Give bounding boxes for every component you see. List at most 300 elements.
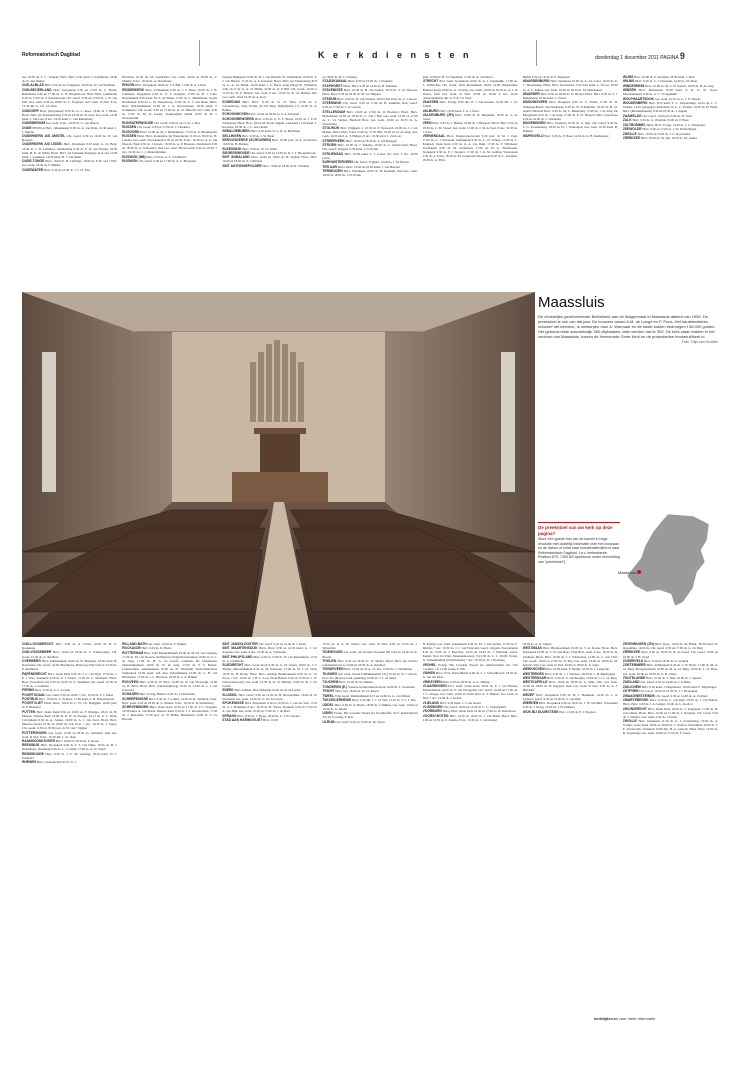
listing-entry	[623, 650, 718, 658]
location-marker-icon	[637, 570, 641, 574]
listing-entry	[623, 114, 718, 118]
service-times: Ger. Gem. 9.30 en 16.00, 7 dec. 19.30 ds. F. J. Mans	[46, 692, 114, 697]
place-name: SCHERPENISSE	[122, 696, 148, 701]
service-times: Herst. Herv. 9.30 en 14.00 ds. B. Reinders	[343, 83, 398, 88]
listing-entry	[623, 719, 718, 735]
place-name: ROCKANJE	[122, 646, 141, 651]
bottom-listing	[22, 642, 718, 1022]
service-times: Ger. Gem. (in Jacobus Freyseke 92) 9.30 en 14.30 ds. K. Boezie	[322, 650, 418, 659]
listing-entry	[322, 143, 417, 151]
listing-entry	[523, 646, 618, 666]
place-name: ZIJDERVELD	[622, 658, 644, 663]
place-name: VALKENBURG (ZH)	[422, 112, 454, 117]
listing-entry	[22, 710, 117, 730]
service-times: Herv. 10.00 en 19.00 ds. J. C. Noorlander	[637, 131, 691, 136]
listing-entry	[423, 642, 518, 662]
listing-entry	[22, 168, 117, 172]
place-name: PUTTEN	[22, 709, 36, 714]
place-name: SPIJKENISSE	[222, 701, 244, 705]
service-times: Herv. 10.00 ds. M. L. W. Karels, 19.00 ds. H. de Jong	[645, 83, 714, 88]
footer-link[interactable]: kerktijden.nl	[594, 1016, 618, 1021]
service-times: Herv. Cunerakerk 8.45 ds. G. J.	[36, 760, 77, 765]
place-name: WIJNS	[622, 75, 634, 79]
service-times: Herv. Evang. 8.30 dhr. D. J. van Keulen, 14.30 dhr. J. vd. Scheld	[422, 100, 518, 109]
place-name: UDDEL	[322, 702, 334, 707]
service-times: Herst. Herv. Oude Kerk 10.30 en 17.00 ds. B. Rouwhorst	[442, 709, 516, 714]
service-times: Herv. Bosuitkerk 18.30 kand. G. R. G. vd. Noort, Maranathakerk 9.30 ds. G. C. Vreugdenhil	[622, 88, 718, 97]
service-times: Chr. Geref. 10.00 en 16.30 ds. J. J. Bouwman	[639, 689, 698, 694]
service-times: Herv. 9.30 ds. J. Ploeg, 18.30 ds. L. J. H. Versnel	[237, 713, 300, 718]
listing-entry	[423, 684, 518, 700]
place-name: RIJSSEN	[122, 134, 137, 138]
listing-entry	[623, 642, 718, 650]
service-times: Herv. 9.45 ds. D. Boers	[141, 646, 172, 651]
listing-entry	[222, 151, 317, 155]
listing-entry	[122, 642, 217, 646]
place-name: ZWOLLE	[622, 131, 637, 136]
place-name: TRICHT	[322, 689, 335, 694]
place-name: RIDDERKERK	[122, 87, 145, 92]
service-times: Herv. 9.30 ds. A. T. van Heuvel	[146, 154, 187, 159]
listing-entry	[22, 752, 117, 760]
listing-entry	[623, 707, 718, 719]
service-times: Chr. Geref. 9.30 en 17.00 ds. B. Jonkman, Ned. Geref. 9.30 en 17.00 ds. J. A. Gersen	[322, 101, 418, 110]
place-name: REEUWIJK	[22, 743, 40, 748]
place-name: RAAMSDONKSVEER	[22, 738, 55, 743]
listing-column	[222, 75, 317, 290]
place-name: OVERBERG	[22, 658, 41, 663]
place-name: VEEN	[422, 121, 432, 126]
page-date	[595, 51, 685, 61]
listing-entry	[423, 113, 518, 121]
service-times: Herv. 10.30 en 16.00 ds. J. van Holm, Herst. Herv. 9.30 en 14.30 ds. E. Kasma, 8 dec. 19.30 ds. J. van Ginkel	[422, 713, 518, 722]
listing-entry	[322, 84, 417, 88]
service-times: Ger. Gem. Noord Edhbhuskerkstr 105) 10.30 ds. W. J. Karels, Prot. Ver. (Bosrop Gem. gemidag) 10.00 ds. J. J. de Jonge	[322, 671, 418, 680]
place-name: STAVENISSE	[322, 88, 343, 93]
place-name: SPRANG	[222, 713, 237, 718]
service-times: Herv. Lichtenkerk 9.30 ds. J. T. Maas, 16.00 ds. J. H. Lammers, Singelkerk 9.30 ds. E. F. Vergunst, 17.00 ds. B. J. Lans, Boezemkerk 9.30 kand. M. E. de Wilde, 17.00 ds. C. Hendriksen, Goede Herderkerk 9.30 ds. L. H. Nieuwkoop, 17.00 ds. G. J. van Beek; Herst. Herv. Maranathakerk 12.00 ds. J. A. Kloosterman, 18.30 kand. J. Kommerie; Chr. Geref. 9.30 en 17.00 ds. R. vd. Hetterd; Ger. Gem. 9.30 en 17.00 ds. M. de Leeuw, Verpleeghuis Salem 14.30 ds. H. J. Stroetjesdijk	[122, 87, 218, 121]
service-times: Herv. 10.00 ds. P. J. Noppert	[559, 709, 596, 714]
listing-entry	[322, 165, 417, 169]
listing-entry	[523, 701, 618, 709]
service-times: Bethel 9.30 en 14.30 ds. P. Tiemssen	[522, 75, 570, 79]
place-name: TWEEL	[322, 693, 334, 698]
listing-entry	[22, 109, 117, 121]
place-name: RILLAND-BATH	[122, 642, 147, 646]
service-times: Herv. Evang. Bethel 10.00 ds. J. Duchateau	[139, 692, 195, 697]
service-times: Herv. 9.30 en 19.00 ds. J. Pronsma	[348, 79, 393, 84]
place-name: STEDUM	[322, 96, 337, 101]
service-times: Herv. 10.00 ds. H. A. vd. Pol, 15.00 ds. J. Veldhuizen	[344, 667, 413, 672]
service-times: Herv. Oude Kerk 10.00 ds. J. Jongeneel, 17.00 ds. H. van Ginkel, Herst. Herv. 10.00 en 17.00 ds. J. Kruijsen, Chr. Geref. 9.30 ds. J. Slofstra, Ger. Gem. 9.30 ds. J. Kalbe	[622, 706, 718, 719]
listing-entry	[423, 134, 518, 162]
service-times: Chr. Geref. 9.30 en 17.00 ds. C. Hoekstra	[137, 125, 190, 130]
listing-entry	[322, 672, 417, 680]
service-times: Herv. 9.30 ds. J. Lohuis, 14.30 ds. R. Veldman, Vrije-Herv. Gem. 9.30 en 18.00 ds. G. Mulder, 8 dec. 19.30 ds. R. Kattenberg	[122, 696, 218, 705]
listing-entry	[623, 84, 718, 88]
service-times: Chr. Geref. 9.30 en 14.30 ds. M. Visser	[335, 719, 386, 724]
listing-entry	[222, 718, 317, 722]
listing-entry	[322, 642, 417, 650]
place-name: ZIERIKZEE	[622, 650, 641, 655]
listing-entry	[623, 132, 718, 136]
place-name: VEGHEL	[422, 662, 437, 667]
header-divider	[536, 40, 537, 66]
newspaper-name: Reformatorisch Dagblad	[22, 52, 81, 58]
service-times: Herv. 8.55 kand. T. C. Zuijderduijn, 16.45 ds. L. C. Talsma, 14.25 (ontgegroe-Zaterdaal) ds. L. C. Talsma, 18.30 ds. H. Herst. Herv. (Maranathakerk) 9.30 en 18.30 ds. J. Jeppen	[622, 101, 718, 114]
listing-entry	[623, 659, 718, 663]
place-name: WOLPHAARTSDIJK	[622, 96, 654, 101]
listing-entry	[122, 121, 217, 125]
place-name: TER AAR	[322, 164, 337, 169]
place-name: STELLENDAM	[322, 109, 345, 114]
place-name: SCHOONHOVEN	[222, 112, 249, 117]
place-name: VINKEVEEN	[422, 679, 442, 684]
place-name: THOLEN	[322, 658, 336, 663]
listing-entry	[22, 121, 117, 125]
place-name: UTRECHT	[422, 79, 439, 84]
listing-entry	[623, 123, 718, 127]
listing-entry	[423, 79, 518, 99]
place-name: SCHOONREWOERD	[222, 116, 254, 121]
place-name: WESTERHAAR	[522, 675, 547, 680]
listing-entry	[122, 134, 217, 154]
place-name: VOORBURG	[422, 709, 442, 714]
place-name: ZALTBOMMEL	[622, 122, 646, 127]
service-times: en 18.00 ds. H. J. Catsburg	[322, 75, 357, 79]
listing-entry	[523, 676, 618, 680]
place-name: RHOON	[122, 83, 135, 88]
place-name: ZWARTEBROEK	[622, 698, 649, 703]
service-times: Herv. Zuid Maranathakerk 10.00 ds. M. M. van Campen, 17.00 ds. M. van Kooten, Delfshaven, Pelgrimsvaderskerk 10.00 ds. P. L. de Jong, 17.00 ds. H. G. de Graaff, Centrum, De Samaritaan, Opstandingskerk 10.00 ds. N. de Jong, 17.00 ds. P. F. Bouter, Lombardijen, Johanneskerk 10.00 ds. H. Westpalm, Rotterdam-Zuid, Zuiderkerk 10.00 kand. Joh. Ros, Pelgrimskerk 10.00 ds. C. B. van Herwijnen, 17.00 ds. J. C. Brouwer, 18.30 dr. L. A. Bakker	[122, 650, 218, 680]
place-name: TONGEREN (E.)	[322, 684, 348, 689]
listing-entry	[222, 138, 317, 146]
listing-entry	[523, 680, 618, 692]
listing-column	[222, 642, 317, 1022]
listing-entry	[122, 705, 217, 721]
service-times: Chr. Geref. Vrijgem. 16.00 ds. J. M. Breedt	[353, 160, 409, 165]
listing-entry	[322, 169, 417, 177]
place-name: OUD-BEIJERLAND	[22, 87, 52, 92]
listing-entry	[222, 642, 317, 646]
place-name: SELLINGEN	[222, 133, 242, 138]
service-times: Herv. 10.00 en 18.30 ds. G. Smit, Oud. Ger. Gem. 10.00 en 18.00 ds. H. Kappert, Oud. Ger. Gem. in Ned. 9.30 ds. A. J. Hendriks	[522, 680, 618, 693]
service-times: Herv. Dorp. 10.00 ds. M. Brink, 18.30 kand. W. Oppenhuis, 16.00 ds. Chr. Geref. 9.30 en 17.00 ds. G. vd. Berg	[622, 642, 718, 651]
service-times: Ger. Gem. 8 dec. 19.30 ds. C. van Dieren	[45, 121, 99, 126]
service-times: Herv. 10.00 en 18.00 ds. R. Veldman	[262, 163, 310, 168]
listing-column	[22, 642, 117, 1022]
service-times: 18.30 ds. A. D. Geljert	[522, 642, 552, 646]
place-name: OUD-VOSSEMEER	[22, 650, 52, 655]
service-times: Herv. Dorpskerk 9.30 kand. G. vd. Berg, 18.30 dr. J. H. Lammers, Ontmoeting 9.30 dr. P. H. van Harten, 18.30 kand. H. K. de Wilde; Herst. Herv. (in Schakerk Kringen) ad (Loet) 12.00 kand. J. Lankhaar, 19.00 kand. H. J. van Mastr	[22, 142, 118, 159]
service-times: Herv. 10.00 ds. H. van Ginkel, 18.30 ds. T. vd. Hoeven; Herst. Herv. 9.30 en 18.30 ds. M. vd. Heijden	[322, 88, 418, 97]
listing-entry	[423, 75, 518, 79]
service-times: Herv. Grote Kerk 9.30 ds. J. C. van Tijgl, 17.00 ds. J. P. J. Vaes, Stemkerk 9.30 ds. P. J. Tenuw, 17.00 ds. C. Molenaar; Herst. Herv. (Voorshuis 19) 9.30 en 14.30 ds. E. Veldman; Chr. Geref. 10.00 en 17.00 ds. J. Joukman	[22, 671, 118, 688]
listing-entry	[22, 760, 117, 764]
place-name: OUDERKERK A/D AMSTEL	[22, 134, 66, 138]
listing-entry	[222, 646, 317, 654]
listing-entry	[322, 689, 417, 693]
service-times: Herv. Dorpskerk 9.30 en 18.45 ds. J. W. van Burt, Tabernakel 9.30 ds. J. Ploeg, 15.00 ds. J. H. Dekkers	[522, 701, 618, 710]
listing-entry	[22, 693, 117, 697]
place-name: OUDERKERK A/D IJSSEL	[22, 142, 63, 147]
listing-entry	[122, 155, 217, 159]
listing-entry	[22, 739, 117, 743]
service-times: Herv. 9.30 kand. D. G. R. A. Beckman	[250, 129, 300, 134]
service-times: Chr. Geref. 9.30 en 16.00 ds. J. P. Bette	[640, 680, 691, 685]
place-name: WESTBROEK	[522, 671, 545, 676]
listing-entry	[322, 126, 417, 138]
submission-title: De preekstoel van uw kerk op deze pagina?	[538, 525, 613, 536]
service-times: Chr. Geref. 9.30 en 16.00 ds. W. van Boetzen	[22, 134, 118, 143]
listing-entry	[322, 703, 417, 711]
place-name: TERNEUZEN	[322, 169, 343, 174]
service-times: Herv. 10.00 en 18.30 ds. S. A. Doeland	[249, 112, 300, 117]
service-times: Herv. 9.30 en 18.30 ds. R. de Graaf, Chr. Geref. 10.00 en 16.00 ds. J. H. Vogel	[622, 650, 718, 659]
listing-entry	[222, 164, 317, 168]
service-times: Prot. Gem. Jacobikerk 10.00 ds. A. J. Zoomadijk, 17.00 ds. L. Wildschut; Chr. Geref. West Marnixkerk 10.00, 14.00 (Hogelandse Bruitzer kerk) 10.00 ds. A. van Eik, Ger. Gem. 10.00 en 16.30 ds. A. J. de Waard, Oud Ger. Gem. in Ned. 10.00 en 18.30, 6 dec. 19.30 (Jeruzalemkerk) dhr. A. F. R. vd. Veen	[422, 79, 518, 100]
listing-entry	[322, 694, 417, 698]
place-name: SCHAGEN	[122, 692, 139, 697]
service-times: Herv. 9.30 ds. W. van Vuuren, 19.00 (Ten Post) ds. G. J. Roest	[337, 96, 417, 101]
listing-entry	[623, 88, 718, 96]
place-name: RIJSSEN	[122, 125, 137, 130]
listing-entry	[222, 75, 317, 99]
service-times: Herv. Elandkerk 10.00 ds. H. Rudolph, Oud Ger. Gem. 10.00 en 18.00 ds. J. H. Pronk	[322, 169, 418, 178]
place-name: WINSEN	[622, 88, 637, 93]
service-times: Herv. 10.00 dr. H. Lieftinga, 18.00 ds. P. H. van 't Hof; Ger. Gem. 18.30 ds. F. Bakker	[22, 159, 118, 168]
listing-entry	[22, 743, 117, 751]
listing-entry	[423, 705, 518, 709]
service-times: Herv. 19.00 ds. W. Dekker	[339, 680, 373, 685]
service-times: Herv. 9.30 ds. J. J. Vermeer, 18.30 ds. J. H. Rijnsburger	[544, 671, 616, 676]
listing-entry	[523, 79, 618, 91]
service-times: Chr. Geref. 9.30 en 17.00 ds. A. C. Boogaard	[138, 159, 196, 164]
place-name: POSTBUS	[22, 696, 38, 701]
service-times: Herv. 10.00 prof. dr. A. de Reuver, 19.00 ds. H. Markus	[222, 138, 318, 147]
place-name: WEZEP	[522, 692, 535, 697]
service-times: Herv. Ichthuskerk 9.30 ds. J. W. Harst, 17.00 ds. M. A. vd. Berg, Morgensterkerk 10.00 ds. M. A. vd. Berg, 18.30 ds. J. vd. Haas, Ger. Gem. 10.00 en 18.30 ds. G. H. Visser	[622, 663, 718, 676]
service-times: Chr. Geref. 10.00 en 16.30 ds. C. C. Vreugdenhil	[443, 705, 506, 710]
feature-sidebar	[538, 292, 718, 637]
place-name: STRIJEN	[322, 143, 337, 148]
listing-entry	[122, 651, 217, 679]
place-name: STEENWIJK	[322, 101, 342, 106]
listing-entry	[322, 685, 417, 689]
service-times: Herv. Dorpskerk 9.30 ds. H. J. Hoekman, 14.30 ds. J. A. Lemstra, Geref. 9.30 en 15.00 ds. T. van Dijk	[522, 692, 618, 701]
place-name: VEENENDAAL	[422, 134, 446, 138]
service-times: Vrije Geref. Rehobothkerk 9.15 en 14.00 ds. G. van Holten	[334, 693, 411, 698]
listing-entry	[523, 75, 618, 79]
listing-entry	[623, 680, 718, 684]
listing-entry	[22, 83, 117, 87]
place-name: ZWIJNDRECHT	[622, 706, 647, 711]
place-name: WAARDER	[522, 91, 540, 96]
listing-column	[122, 642, 217, 1022]
service-times: Herv. 9.30 ds. A. C. Levens	[35, 688, 71, 693]
service-times: Herv. 9.30 en 18.30 ds. D. Breuer, Herst. Herv. 9.30 ds. T. J. Ruttenbeek, 18.30 kand. L. Troost	[522, 91, 618, 101]
listing-entry	[322, 711, 417, 719]
place-name: SINT MAARTENSDIJK	[222, 646, 258, 651]
service-times: Herst. Herv. 9.30 en 14.30 kand. G. J. van Asperen; Ger. Gem. 8 dec. 19.30 ds. A. Schreuder	[222, 646, 318, 655]
photo-credit: Foto: Thijs van Gooden	[681, 340, 718, 344]
service-times: Herv. 9.30 en 18.30 ds. A. A. Simons	[442, 679, 490, 684]
service-times: Herv. 10.00 en 18.00 ds. B. Vreden, Herst. Herv. 10.00 en 18.00 ds. P. J. Ribbers	[222, 155, 318, 164]
listing-entry	[322, 75, 417, 79]
listing-entry	[523, 121, 618, 133]
service-times: Herv. 10.00 ds. M. J. Maldenkoop, 17.00 ds. A. Bloemendal	[140, 129, 217, 134]
feature-title: Maassluis	[538, 294, 605, 311]
place-name: SURHUISTERVEEN	[322, 160, 353, 165]
place-name: WAARDENBURG	[522, 79, 550, 84]
place-name: VALBURG	[422, 108, 439, 113]
place-name: SCHIEDAM	[222, 99, 240, 104]
service-times: Herv. Oude Kerk 8.30 en 10.00 ds. F. Maaijen, 18.45 ds. H. Markus, Nieuwe Kerk 10.00 ds. R. W. de Koeijer, 16.15 ds. G. C. Klok, Calvijnkerk 9.30 ds. A. Jonker, 19.00 ds. A. J. van Zwet, Herst. Herv. (Nieuwe Kerk) 10.30 en 18.00 ds. Joh. Post, 7 dec. 19.30 ds. J. Joppe; Chr. Geref. 9.30 en 18.30 prof. dr. W. van 't Spijker	[22, 709, 118, 731]
service-times: Evang. Het Levende Woord (in Amstelwinkel, mr. Van Coothstr. 11) 14.00 evang. P. Pels	[422, 662, 518, 671]
listing-entry	[322, 650, 417, 658]
listing-entry	[423, 701, 518, 705]
service-times: Herst. Herv. 10.00 ds. L. W. Ch. Bruggink, 18.00 prof. dr. P. Buitelaar	[22, 701, 118, 710]
service-times: Herv. 9.30 ds. J. W. Baan	[241, 133, 275, 138]
service-times: Herst. Herv. Kolkenbos (in Westerkerk) 11.00 en 18.30 ds. H. Lauchs; Ger. Gem. Noorderkerk 9.30 en 18.30, 8 dec. 19.30 ds. A. A. van Dueren, West 9.30 ds. J. Karels, 18.30 ds. A. P. Baagstra, Zuiderkerk 9.30 en 18.30 ds. A. Schreuder; Oud Ger. Gem. Bevervoorde 9.30 en 18.30, 7 dec. 19.30 ds. C. J. Onderdelinden	[122, 134, 218, 155]
service-times: Herv. 10.00 en 18.30 ds. T. van Bruggen	[345, 138, 398, 143]
service-times: Herv. 9.30 ds. E. E. E. Boele, 18.30 ds. J. P. W. Verhoeven, Herst. Herv. (in Geref. Kerk vrijgem. Leerdam) 11.45 kand. L. Kooistra, 18.30 ds. J. C. den Ouden	[222, 116, 318, 129]
place-name: SEBALDEBUREN	[222, 129, 250, 134]
service-times: Herv. Geref. 9.30 en 14.30 ds. H. Kloosterhuis, 16.00 ds. W. Westland; Ger. Gem. 14.30 ds. G. M. de Leeuw	[222, 692, 318, 701]
place-name: ROTTERDAM	[122, 650, 144, 655]
listing-entry	[322, 97, 417, 101]
service-times: Herv. 9.30 ds. H. Born, 16.00 ds. W. van Vreeswijk, 14.00 ds. H. Born, Herst. Herv. (Oude-Kijkweg) 10.30 en 14.30 ds. J. J. van Eckeveld	[122, 679, 218, 692]
service-times: Herv. 10.00 en 18.30 ds. E. Kraus	[55, 738, 99, 743]
listing-column	[423, 75, 518, 290]
service-times: Herv. 10.00 kand. T. J. Lalau, Ver. Geb. 5 dec. 18.30 (Afd.)	[322, 151, 418, 160]
place-name: VIANEN	[422, 671, 436, 676]
listing-entry	[222, 129, 317, 133]
place-name: UIDEN	[322, 711, 333, 716]
place-name: SINT ANNALAND	[222, 155, 250, 160]
place-name: SIEGERSWOUDE	[222, 150, 250, 155]
listing-entry	[22, 159, 117, 167]
listing-entry	[222, 663, 317, 687]
listing-entry	[322, 698, 417, 702]
place-name: POORTUGAAL	[22, 692, 46, 697]
listing-entry	[523, 134, 618, 138]
place-name: WAGENINGEN	[522, 121, 546, 126]
place-name: STREEFKERK	[322, 138, 345, 143]
place-name: RIJSOORD	[122, 129, 140, 134]
listing-entry	[222, 693, 317, 701]
listing-entry	[523, 667, 618, 671]
service-times: Evang. Het Levende Woord (in Uyreshoffse, Prof. Kennedylaan 32) 10.15 evang. P. Pels	[322, 711, 418, 720]
footer-note	[594, 1016, 655, 1021]
listing-column	[523, 642, 618, 1022]
listing-entry	[623, 97, 718, 101]
service-times: Herv. Dorpskerk 10.00 ds. J. P. Bijl, 17.00 ds. A. Christ	[135, 83, 206, 88]
place-name: STAD AAN HARINGVLIET	[222, 717, 263, 722]
service-times: Chr. Geref. 9.30 en 14.15 ds. C. Bos	[153, 120, 201, 125]
place-name: SINT ANTHONIEPOLDER	[222, 163, 262, 168]
service-times: Chr. Geref. 9.30 en 14.00 ds. A. Zwijnen	[655, 693, 708, 698]
footer-text: voor meer informatie	[618, 1016, 656, 1021]
place-name: WIERDEN	[522, 701, 539, 706]
place-name: SEROOSKERKE (SCHOUWEN)	[222, 138, 271, 143]
listing-entry	[222, 112, 317, 116]
listing-entry	[22, 672, 117, 688]
listing-column	[523, 75, 618, 290]
feature-text: De christelijke-gereformeerde Bethelkerk aan de Wagenmaat in Maassluis dateert van 1956. De preekstoel is ook van dat jaar. De bouwers waren A.M. de Lange en P. Pons. Het karakteristieke, inclusief het interieur, is ontworpen door A. Warmaar en de totale kosten bedroegen f 58.000 gulden. Het gebouw telde aanvankelijk 360 zitplaatsen, later werden dat er 300. De kerk staat midden in het centrum van Maassluis, tussen de Hervormde Grote Kerk en de protestantse Immanuëlkerk in.	[538, 314, 716, 339]
listing-entry	[423, 663, 518, 671]
place-name: RHENEN	[22, 760, 36, 765]
listing-entry	[623, 101, 718, 113]
place-name: WERKHOVEN	[522, 667, 545, 672]
place-name: STOLWIJK	[322, 126, 340, 131]
listing-entry	[623, 118, 718, 122]
service-times: Herv. Zionskerk 11.30 ds. G. J. Kronenburg, 16.00 ds. A. Vrolijk, Grote Kerk 10.00 en 16.00 ds. J. Wolfert, Hoofdkerk 10.00 ds. J. E. Oosterwijk, Stinskerk 10.00 dhr. H. A. Gerlach, Herst. Herv. 10.00 ds. R. Vogelzang, Ger. Gem. 10.00 en 17.00 ds. F. Vreek	[622, 719, 718, 736]
service-times: Herv. 10.00 kand. P. Plomp, 18.30 ds. J. Langerak	[545, 667, 610, 672]
listing-entry	[22, 688, 117, 692]
service-times: Herv. 10.00 en 18.30 ds. F. Scheerweijer, Chr. Geref. 15.30 ds. A. den Boer	[22, 650, 118, 659]
place-name: PUTTERSHOEK	[22, 730, 47, 735]
service-times: Herv. 10.00 ds. T. Snel, 18.00 ds. J. Spaans	[646, 675, 702, 680]
place-name: STRIJENSAS	[322, 151, 344, 156]
service-times: Herv. 10.00 ds. B. Benjamin, 18.30 ds. G. de Graaf	[422, 112, 518, 122]
place-name: TIDEWOUDE	[322, 650, 343, 655]
place-name: STADSKANAAL	[322, 79, 348, 84]
service-times: Chr. Geref. 9.45 en 14.30 ds. J. Kater	[258, 642, 307, 646]
listing-entry	[623, 676, 718, 680]
listing-column	[22, 75, 117, 290]
service-times: Herst. Herv. Evang. 14.30 ds. J. L. Schreuders	[646, 122, 706, 127]
listing-entry	[122, 646, 217, 650]
place-name: ZUILICHEM	[622, 684, 641, 689]
place-name: RENSWOUDE	[22, 751, 44, 756]
listing-entry	[22, 126, 117, 134]
listing-entry	[122, 88, 217, 120]
place-name: WESTMAAS	[522, 646, 542, 651]
place-name: WADDINXVEEN	[522, 100, 548, 105]
listing-entry	[322, 101, 417, 109]
service-times: Ger. Gem. 14.30 ds. G. J. N. Moens	[654, 96, 701, 101]
service-times: Chr. Geref. 9.30 en 14.30 ds. D. J. T. Hoogenboom	[250, 150, 316, 155]
place-name: ZUTPHEN	[622, 689, 639, 694]
service-times: Chr. Geref. 10.00 en 15.00 ds. H. Oord	[642, 113, 692, 118]
map-label: Maassluis	[618, 570, 636, 575]
listing-entry	[623, 689, 718, 693]
place-name: SNEEK	[222, 688, 234, 693]
place-name: WOUDENBERG	[622, 101, 648, 106]
header-divider	[199, 40, 200, 66]
service-times: Herv. 10.00 ds. P. Vorsman, 18.30 kand. J. Punt	[634, 75, 695, 79]
listing-column	[623, 75, 718, 290]
listing-entry	[222, 100, 317, 112]
place-name: ZALK	[622, 118, 632, 123]
listing-entry	[623, 685, 718, 689]
place-name: ZOUTELANDE	[622, 675, 646, 680]
service-times: Herv. Dorpskerk 9.30 dr. T. T. van Sluijs, 18.45 ds. H. J. Ruitenberg, Sionskerk 9.30 ds. L. J. Geluk, 17.00 ds. A. W. Smolt	[22, 743, 118, 752]
place-name: OUDE	[22, 125, 32, 130]
listing-entry	[623, 75, 718, 79]
service-times: Herv. 10.00 ds. T. de Kloe, 17.00 kand. L. B. Bouwmeester	[38, 696, 115, 701]
service-times: Herv. Oranjerade-Gronin 9.30 prof. dr. M. J. Paul, 17.00 ds. C. J. Overeem, Julianakerk 9.30 ds. C. vd. Scheer, 17.00 ds. L. Kruijsen; Oude Kerk 9.30 ds. A. A. van Dam, 17.00 ds. F. Wijnbeek; Vredeskerk 9.30 ds. M. Goudriaan, 17.00 ds. W. G. Tiemstoeen, Sionskerk 9.30 ds. P. J. Noppert, 17.00 ds. J. K. M. Gelling, Westerkerk 9.30 ds. A. Prins, 18.30 ds. M. Goudriaan, Hoeksteen 9.30 ds. L. Kruijsen, 18.30 ds. A. Prins	[422, 134, 518, 163]
service-times: Herv. Veenkerp 10.30 ds. A. Stijl, Chr. Geref. 9.30 ds. L. G. Zwanenburg, 18.30 ds. H. J. Verkoeijen; Ger. Gem. 10.30 kand. B. Rorhuis	[522, 121, 618, 134]
listing-entry	[122, 125, 217, 129]
page-number: 9	[679, 51, 685, 61]
place-name: WILNIS	[622, 79, 635, 84]
listing-entry	[523, 642, 618, 646]
listing-entry	[22, 642, 117, 650]
service-times: Herv. Herv. 11.00 ds. N. vd. Wiel, 15.30 ds. L. Groenenberg, Vrije Evang. (in De Daat, Nijhoffplein 17) 10.00 ds. A. Bakker	[222, 99, 318, 112]
place-name: ZUIDLAND	[622, 680, 640, 685]
